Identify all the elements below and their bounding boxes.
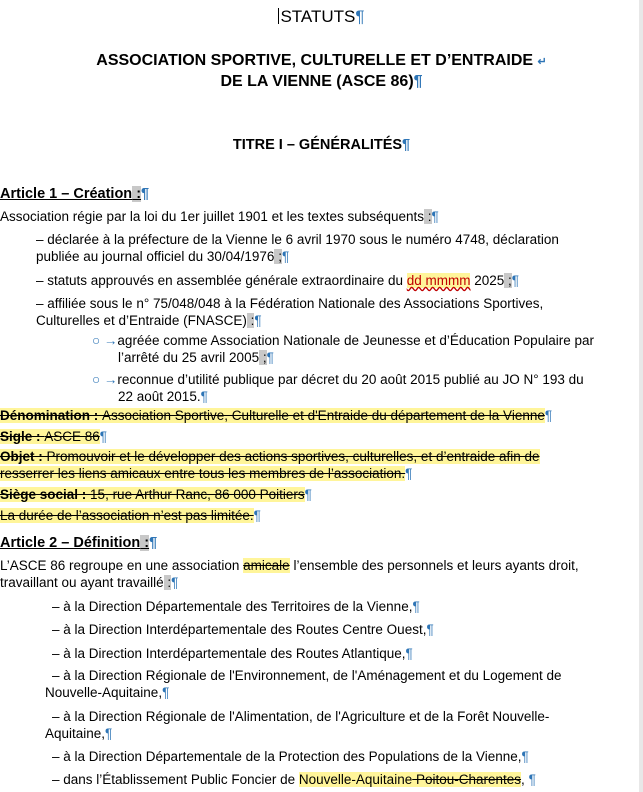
article-2-item-7: – dans l’Établissement Public Foncier de Nouvelle-Aquitaine Poitou-Charentes, ¶ [52,772,536,787]
tab-arrow-icon: → [103,333,118,348]
document-title: STATUTS¶ [280,7,365,26]
article-2-item-2: – à la Direction Interdépartementale des Routes Centre Ouest,¶ [52,622,434,637]
deleted-objet-line1: Objet : Promouvoir et le développer des actions sportives, culturelles, et d’entraide afin de [0,449,540,464]
article-2-intro-line1: L’ASCE 86 regroupe en une association amicale l’ensemble des personnels et leurs ayants droit, [0,558,579,573]
article-1-sub-2-line1: ○ →reconnue d’utilité publique par décret du 20 août 2015 publié au JO N° 193 du [92,372,584,387]
article-2-item-5-line1: – à la Direction Régionale de l'Alimentation, de l'Agriculture et de la Forêt Nouvelle- [52,709,550,724]
article-2-item-1: – à la Direction Départementale des Territoires de la Vienne,¶ [52,599,420,614]
article-2-item-6: – à la Direction Départementale de la Protection des Populations de la Vienne,¶ [52,749,529,764]
article-1-sub-2-line2: 22 août 2015.¶ [118,389,208,404]
deleted-denomination: Dénomination : Association Sportive, Culturelle et d'Entraide du département de la Vienne¶ [0,408,553,423]
titre-1-heading: TITRE I – GÉNÉRALITÉS¶ [232,137,411,153]
article-2-heading: Article 2 – Définition :¶ [0,535,158,551]
bullet-circle-icon: ○ [92,372,101,387]
deleted-duree: La durée de l’association n’est pas limitée.¶ [0,508,261,523]
scrollbar-track[interactable] [639,0,643,792]
article-1-item-3-line2: Culturelles et d’Entraide (FNASCE) :¶ [36,313,262,328]
article-1-intro: Association régie par la loi du 1er juillet 1901 et les textes subséquents :¶ [0,209,439,224]
deleted-siege-social: Siège social : 15, rue Arthur Ranc, 86 000 Poitiers¶ [0,487,312,502]
article-2-intro-line2: travaillant ou ayant travaillé :¶ [0,575,179,590]
association-name-line1: ASSOCIATION SPORTIVE, CULTURELLE ET D’ENTRAIDE ↵ [96,52,547,69]
tab-arrow-icon: → [103,372,118,387]
deleted-objet-line2: resserrer les liens amicaux entre tous les membres de l’association.¶ [0,466,413,481]
bullet-circle-icon: ○ [92,333,101,348]
article-1-item-3-line1: – affiliée sous le n° 75/048/048 à la Fédération Nationale des Associations Sportives, [36,296,544,311]
article-2-item-5-line2: Aquitaine,¶ [45,726,113,741]
association-name-line2: DE LA VIENNE (ASCE 86)¶ [220,73,423,90]
article-2-item-4-line2: Nouvelle-Aquitaine,¶ [45,685,170,700]
article-1-heading: Article 1 – Création :¶ [0,186,150,202]
article-1-item-2: – statuts approuvés en assemblée générale extraordinaire du dd mmmm 2025 ;¶ [36,273,520,288]
article-1-sub-1-line2: l’arrêté du 25 avril 2005 ;¶ [118,350,274,365]
article-1-item-1-line2: publiée au journal officiel du 30/04/1976 ;¶ [36,249,290,264]
article-1-item-1-line1: – déclarée à la préfecture de la Vienne le 6 avril 1970 sous le numéro 4748, déclaration [36,232,559,247]
deleted-sigle: Sigle : ASCE 86¶ [0,429,108,444]
article-2-item-4-line1: – à la Direction Régionale de l'Environnement, de l'Aménagement et du Logement de [52,668,562,683]
article-1-sub-1-line1: ○ →agréée comme Association Nationale de Jeunesse et d’Éducation Populaire par [92,333,594,348]
article-2-item-3: – à la Direction Interdépartementale des Routes Atlantique,¶ [52,646,413,661]
